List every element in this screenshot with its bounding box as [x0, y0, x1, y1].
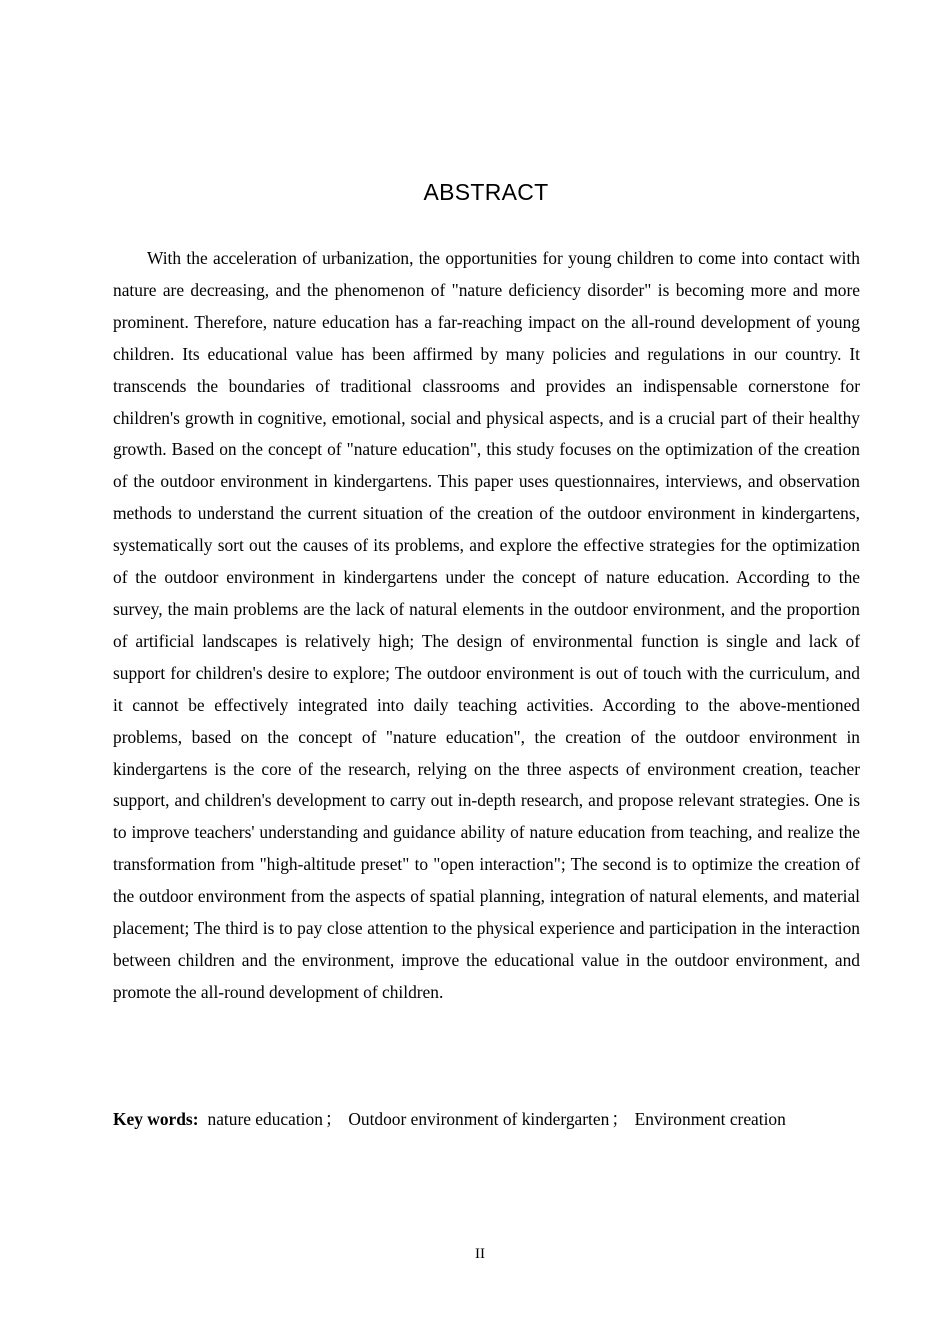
- keywords-line: [113, 1104, 873, 1135]
- keyword-separator: ；: [324, 1109, 343, 1129]
- keyword-item: Outdoor environment of kindergarten: [348, 1109, 610, 1129]
- keywords-label: Key words:: [113, 1109, 199, 1129]
- keyword-item: Environment creation: [634, 1109, 786, 1129]
- page-number: II: [475, 1246, 485, 1262]
- abstract-title: ABSTRACT: [423, 179, 549, 205]
- keyword-separator: ；: [611, 1109, 629, 1129]
- keyword-item: nature education: [207, 1109, 323, 1129]
- abstract-body: With the acceleration of urbanization, the opportunities for young children to come into contact with nature are decreasing, and the phenomenon of "nature deficiency disorder" is becoming more and more prominent. Therefore, nature education has a far-reaching impact on the all-round development of young children. Its educational value has been affirmed by many policies and regulations in our country. It transcends the boundaries of traditional classrooms and provides an indispensable cornerstone for children's growth in cognitive, emotional, social and physical aspects, and is a crucial part of their healthy growth. Based on the concept of "nature education", this study focuses on the optimization of the creation of the outdoor environment in kindergartens. This paper uses questionnaires, interviews, and observation methods to understand the current situation of the creation of the outdoor environment in kindergartens, systematically sort out the causes of its problems, and explore the effective strategies for the optimization of the outdoor environment in kindergartens under the concept of nature education. According to the survey, the main problems are the lack of natural elements in the outdoor environment, and the proportion of artificial landscapes is relatively high; The design of environmental function is single and lack of support for children's desire to explore; The outdoor environment is out of touch with the curriculum, and it cannot be effectively integrated into daily teaching activities. According to the above-mentioned problems, based on the concept of "nature education", the creation of the outdoor environment in kindergartens is the core of the research, relying on the three aspects of environment creation, teacher support, and children's development to carry out in-depth research, and propose relevant strategies. One is to improve teachers' understanding and guidance ability of nature education from teaching, and realize the transformation from "high-altitude preset" to "open interaction"; The second is to optimize the creation of the outdoor environment from the aspects of spatial planning, integration of natural elements, and material placement; The third is to pay close attention to the physical experience and participation in the interaction between children and the environment, improve the educational value in the outdoor environment, and promote the all-round development of children.: [113, 248, 860, 1002]
